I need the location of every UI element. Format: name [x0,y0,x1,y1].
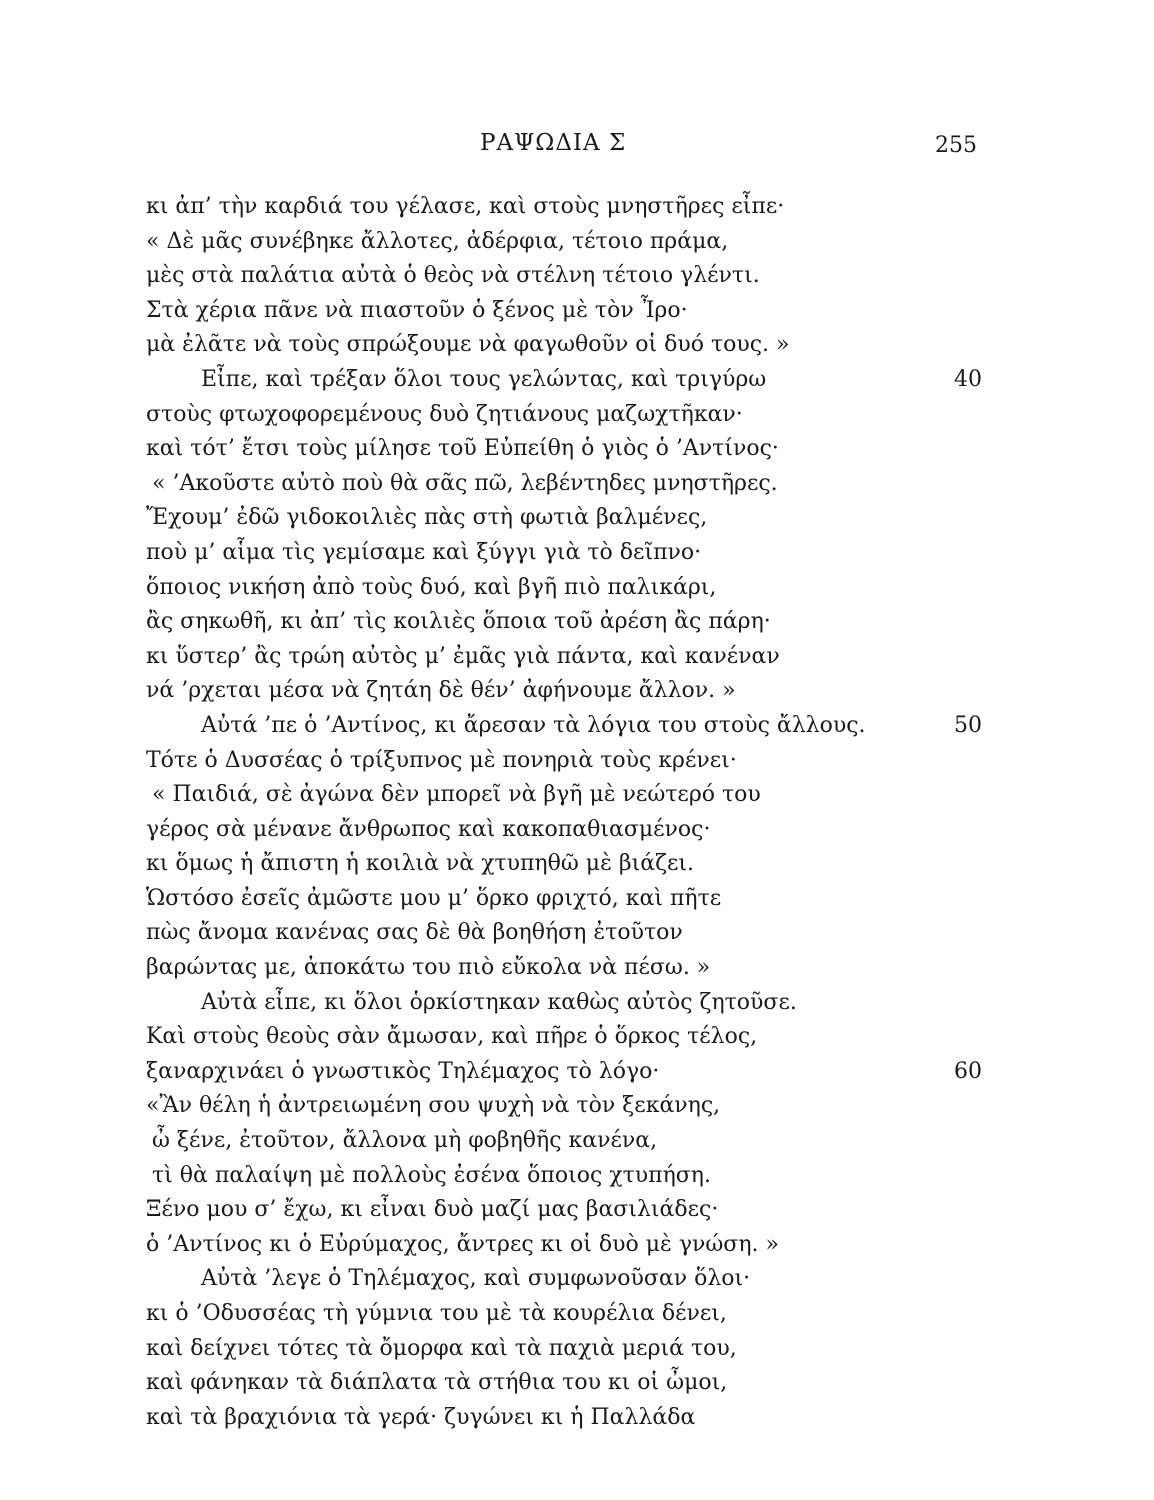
verse-text: Αὐτὰ εἶπε, κι ὅλοι ὁρκίστηκαν καθὼς αὐτὸς ζητοῦσε. [201,989,797,1015]
verse-text: μὰ ἐλᾶτε νὰ τοὺς σπρώξουμε νὰ φαγωθοῦν οἱ δυό τους. » [146,332,790,358]
verse-line [146,1297,1016,1332]
verse-line [146,536,1016,571]
verse-line [146,1332,1016,1367]
line-number: 60 [954,1058,982,1084]
verse-text: ὦ ξένε, ἐτοῦτον, ἄλλονα μὴ φοβηθῆς κανένα, [152,1128,658,1154]
verse-line [146,674,1016,709]
verse-text: Στὰ χέρια πᾶνε νὰ πιαστοῦν ὁ ξένος μὲ τὸν Ἶρο· [146,297,688,323]
verse-block [146,190,1016,1435]
verse-line [146,1055,1016,1090]
verse-line [146,467,1016,502]
verse-line [146,986,1016,1021]
verse-text: ἂς σηκωθῆ, κι ἀπ’ τὶς κοιλιὲς ὅποια τοῦ ἀρέση ἂς πάρη· [146,609,771,635]
verse-line [146,709,1016,744]
verse-text: καὶ τότ’ ἔτσι τοὺς μίλησε τοῦ Εὐπείθη ὁ γιὸς ὁ ’Αντίνος· [146,436,779,462]
verse-line [146,1262,1016,1297]
verse-line [146,225,1016,260]
verse-line [146,605,1016,640]
verse-text: στοὺς φτωχοφορεμένους δυὸ ζητιάνους μαζωχτῆκαν· [146,401,743,427]
verse-text: Αὐτά ’πε ὁ ’Αντίνος, κι ἄρεσαν τὰ λόγια του στοὺς ἄλλους. [201,712,866,738]
verse-text: καὶ δείχνει τότες τὰ ὄμορφα καὶ τὰ παχιὰ μεριά του, [146,1335,737,1361]
verse-line [146,571,1016,606]
line-number: 50 [954,712,982,738]
verse-line [146,1193,1016,1228]
verse-text: Ἔχουμ’ ἐδῶ γιδοκοιλιὲς πὰς στὴ φωτιὰ βαλμένες, [146,505,708,531]
verse-line [146,363,1016,398]
running-title: ΡΑΨΩΔΙΑ Σ [480,130,627,156]
verse-line [146,847,1016,882]
verse-line [146,1124,1016,1159]
verse-text: Ξένο μου σ’ ἔχω, κι εἶναι δυὸ μαζί μας βασιλιάδες· [146,1197,719,1223]
verse-text: « Παιδιά, σὲ ἀγώνα δὲν μπορεῖ νὰ βγῆ μὲ νεώτερό του [152,782,761,808]
verse-line [146,1401,1016,1436]
verse-line [146,640,1016,675]
verse-line [146,744,1016,779]
verse-line [146,294,1016,329]
verse-line [146,778,1016,813]
verse-text: πὼς ἄνομα κανένας σας δὲ θὰ βοηθήση ἐτοῦτον [146,920,683,946]
verse-text: Τότε ὁ Δυσσέας ὁ τρίξυπνος μὲ πονηριὰ τοὺς κρένει· [146,747,737,773]
verse-text: κι ὅμως ἡ ἄπιστη ἡ κοιλιὰ νὰ χτυπηθῶ μὲ βιάζει. [146,851,695,877]
verse-line [146,1366,1016,1401]
verse-text: ὅποιος νικήση ἀπὸ τοὺς δυό, καὶ βγῆ πιὸ παλικάρι, [146,574,717,600]
verse-text: μὲς στὰ παλάτια αὐτὰ ὁ θεὸς νὰ στέλνη τέτοιο γλέντι. [146,263,760,289]
verse-line [146,1228,1016,1263]
verse-text: Ὡστόσο ἐσεῖς ἀμῶστε μου μ’ ὅρκο φριχτό, καὶ πῆτε [146,885,722,911]
verse-text: ποὺ μ’ αἷμα τὶς γεμίσαμε καὶ ξύγγι γιὰ τὸ δεῖπνο· [146,539,702,565]
line-number: 40 [954,366,982,392]
verse-line [146,259,1016,294]
verse-text: «Ἂν θέλη ἡ ἀντρειωμένη σου ψυχὴ νὰ τὸν ξεκάνης, [146,1093,721,1119]
verse-line [146,1089,1016,1124]
verse-line [146,501,1016,536]
verse-line [146,398,1016,433]
verse-text: βαρώντας με, ἀποκάτω του πιὸ εὔκολα νὰ πέσω. » [146,955,711,981]
verse-line [146,190,1016,225]
verse-text: κι ὕστερ’ ἂς τρώη αὐτὸς μ’ ἐμᾶς γιὰ πάντα, καὶ κανέναν [146,643,780,669]
verse-line [146,1159,1016,1194]
verse-text: κι ὁ ’Οδυσσέας τὴ γύμνια του μὲ τὰ κουρέλια δένει, [146,1301,727,1326]
verse-text: Αὐτὰ ’λεγε ὁ Τηλέμαχος, καὶ συμφωνοῦσαν ὅλοι· [201,1266,751,1292]
verse-text: « Δὲ μᾶς συνέβηκε ἄλλοτες, ἀδέρφια, τέτοιο πράμα, [146,228,729,254]
verse-line [146,813,1016,848]
verse-text: ξαναρχινάει ὁ γνωστικὸς Τηλέμαχος τὸ λόγο· [146,1058,660,1084]
verse-text: « ’Ακοῦστε αὐτὸ ποὺ θὰ σᾶς πῶ, λεβέντηδες μνηστῆρες. [152,470,778,496]
verse-text: κι ἀπ’ τὴν καρδιά του γέλασε, καὶ στοὺς μνηστῆρες εἶπε· [146,194,785,219]
verse-text: νά ’ρχεται μέσα νὰ ζητάη δὲ θέν’ ἀφήνουμε ἄλλον. » [146,678,736,704]
verse-line [146,328,1016,363]
verse-line [146,916,1016,951]
verse-text: γέρος σὰ μένανε ἄνθρωπος καὶ κακοπαθιασμένος· [146,816,711,842]
verse-text: ὁ ’Αντίνος κι ὁ Εὐρύμαχος, ἄντρες κι οἱ δυὸ μὲ γνώση. » [146,1231,779,1257]
verse-text: τὶ θὰ παλαίψη μὲ πολλοὺς ἐσένα ὅποιος χτυπήση. [152,1162,711,1188]
verse-text: Καὶ στοὺς θεοὺς σὰν ἄμωσαν, καὶ πῆρε ὁ ὅρκος τέλος, [146,1024,758,1050]
verse-line [146,432,1016,467]
page-number: 255 [935,133,977,158]
verse-line [146,882,1016,917]
verse-text: Εἶπε, καὶ τρέξαν ὅλοι τους γελώντας, καὶ τριγύρω [201,366,767,392]
verse-line [146,1020,1016,1055]
verse-text: καὶ τὰ βραχιόνια τὰ γερά· ζυγώνει κι ἡ Παλλάδα [146,1404,696,1430]
verse-text: καὶ φάνηκαν τὰ διάπλατα τὰ στήθια του κι οἱ ὦμοι, [146,1370,728,1396]
verse-line [146,951,1016,986]
